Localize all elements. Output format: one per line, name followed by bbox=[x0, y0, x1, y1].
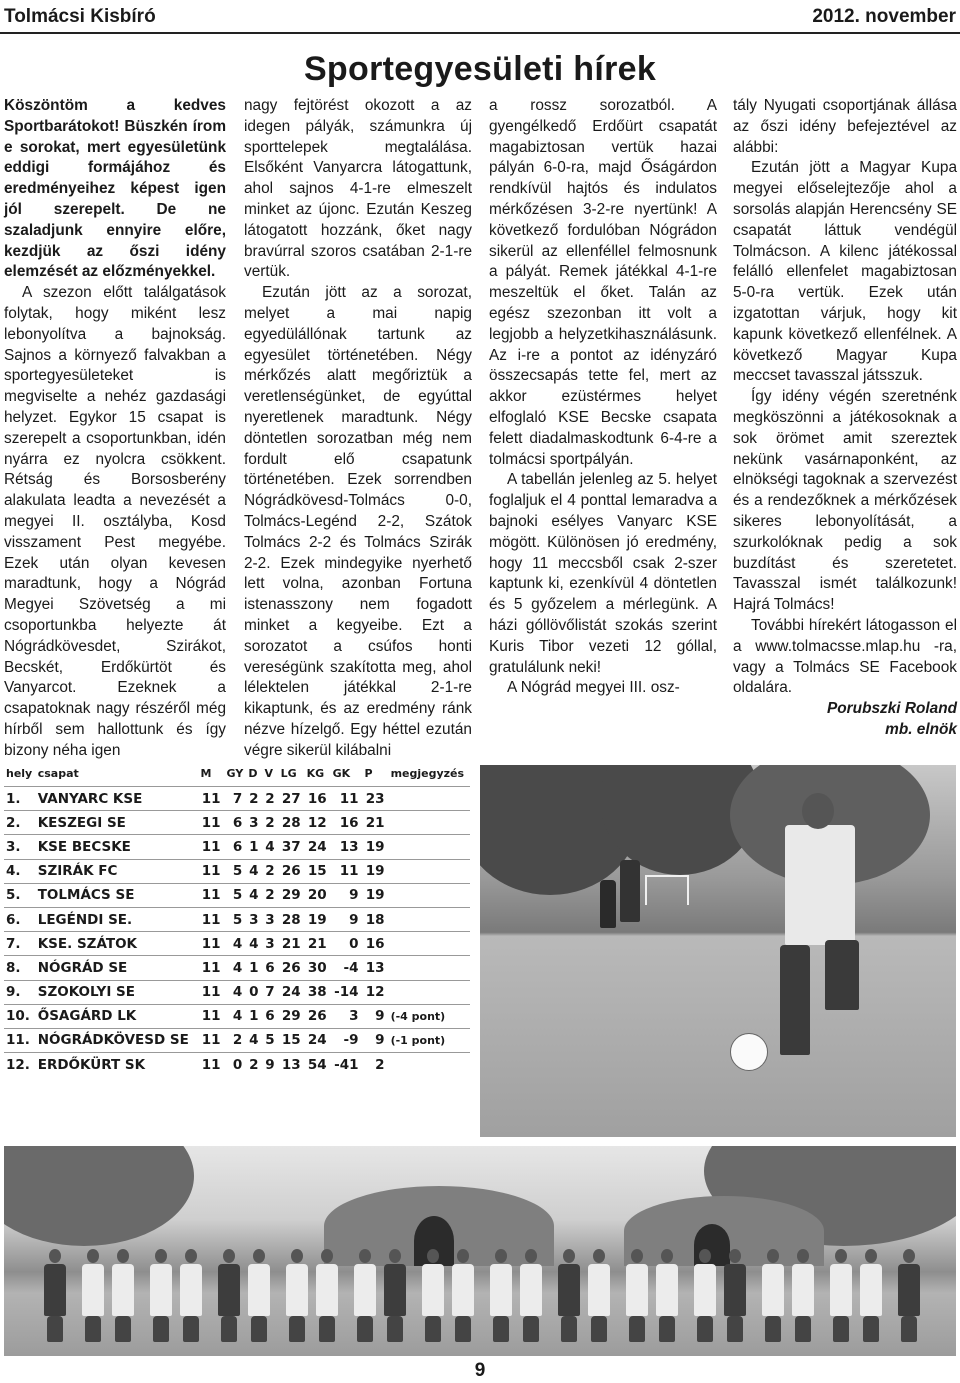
player-figure bbox=[452, 1264, 474, 1316]
table-cell: 54 bbox=[305, 1053, 331, 1077]
table-cell: 6 bbox=[262, 956, 278, 980]
player-leg bbox=[523, 1316, 539, 1342]
player-leg bbox=[183, 1316, 199, 1342]
table-cell: 0 bbox=[331, 932, 363, 956]
table-cell: 11 bbox=[199, 907, 225, 931]
table-cell: 9 bbox=[331, 883, 363, 907]
table-cell: 11 bbox=[199, 1053, 225, 1077]
player-figure bbox=[830, 1264, 852, 1316]
article-column-3 bbox=[489, 96, 717, 699]
player-head bbox=[767, 1249, 779, 1263]
table-cell: 9 bbox=[363, 1004, 389, 1028]
table-cell: 6 bbox=[262, 1004, 278, 1028]
table-cell: 11 bbox=[199, 956, 225, 980]
table-cell: 28 bbox=[279, 811, 305, 835]
table-cell: 11 bbox=[331, 859, 363, 883]
player-figure bbox=[694, 1264, 716, 1316]
player-leg bbox=[659, 1316, 675, 1342]
player-head bbox=[185, 1249, 197, 1263]
player-leg bbox=[221, 1316, 237, 1342]
table-cell: 24 bbox=[305, 1028, 331, 1052]
table-row bbox=[4, 787, 470, 811]
player-figure bbox=[180, 1264, 202, 1316]
table-cell: 21 bbox=[363, 811, 389, 835]
table-cell: 1 bbox=[246, 1004, 262, 1028]
table-row bbox=[4, 811, 470, 835]
table-cell: 13 bbox=[279, 1053, 305, 1077]
table-cell: 4 bbox=[225, 1004, 247, 1028]
table-row bbox=[4, 1028, 470, 1052]
player-figure bbox=[316, 1264, 338, 1316]
player-figure bbox=[626, 1264, 648, 1316]
article-paragraph: Ezután jött az a sorozat, melyet a mai napig egyedülállónak tartunk az egyesület történetében. Négy mérkőzés alatt megőriztük a veretlenségünket, de egyúttal nyeretlenek maradtunk. Négy döntetlen sorozatban még nem fordult elő csapatunk történetében. Ezek sorrendben Nógrádkövesd-Tolmács 0-0, Tolmács-Legénd 2-2, Szátok Tolmács 2-2 és Tolmács Szirák 2-2. Ezek mindegyike nyerhető lett volna, azonban Fortuna istenasszony nem fogadott minket a kegyeibe. Ezt a sorozatot a csúfos honti vereségünk szakította meg, ahol lélektelen játékkal 2-1-re kikaptunk, és az eredmény ránk nézve hízelgő. Egy héttel ezután végre sikerül kilábalni bbox=[244, 284, 472, 759]
note-cell bbox=[389, 787, 470, 811]
player-leg bbox=[629, 1316, 645, 1342]
table-cell: 9. bbox=[4, 980, 36, 1004]
table-cell: 11 bbox=[199, 932, 225, 956]
player-leg bbox=[780, 945, 810, 1055]
table-cell: 3 bbox=[262, 907, 278, 931]
column-header: M bbox=[200, 767, 212, 780]
table-cell: 9 bbox=[363, 1028, 389, 1052]
table-cell: 4 bbox=[246, 1028, 262, 1052]
player-leg bbox=[319, 1316, 335, 1342]
table-body bbox=[4, 787, 470, 1077]
table-cell: 2 bbox=[246, 1053, 262, 1077]
player-figure bbox=[112, 1264, 134, 1316]
table-cell: 5 bbox=[262, 1028, 278, 1052]
player-leg bbox=[863, 1316, 879, 1342]
table-cell: 16 bbox=[363, 932, 389, 956]
column-header: megjegyzés bbox=[390, 767, 465, 780]
table-cell: 11 bbox=[199, 1028, 225, 1052]
table-cell: 26 bbox=[305, 1004, 331, 1028]
page-header bbox=[0, 0, 960, 34]
player-head bbox=[835, 1249, 847, 1263]
table-cell: 3 bbox=[262, 932, 278, 956]
player-leg bbox=[833, 1316, 849, 1342]
table-cell: 4. bbox=[4, 859, 36, 883]
table-cell: 2. bbox=[4, 811, 36, 835]
goal-post bbox=[645, 875, 689, 905]
article-paragraph: További hírekért látogasson el a www.tolmacsse.mlap.hu -ra, vagy a Tolmács SE Facebook oldalára. bbox=[733, 616, 957, 697]
table-cell: 26 bbox=[279, 956, 305, 980]
table-cell: 4 bbox=[225, 956, 247, 980]
player-figure bbox=[898, 1264, 920, 1316]
table-cell: 11 bbox=[199, 859, 225, 883]
table-cell: 19 bbox=[363, 835, 389, 859]
player-head bbox=[802, 793, 834, 829]
table-cell: 21 bbox=[279, 932, 305, 956]
note-cell: (-4 pont) bbox=[389, 1004, 470, 1028]
team-name-cell: KESZEGI SE bbox=[36, 811, 199, 835]
table-cell: 6 bbox=[225, 835, 247, 859]
table-cell: 2 bbox=[363, 1053, 389, 1077]
article-paragraph: a rossz sorozatból. A gyengélkedő Erdőürt csapatát magabiztosan vertük hazai pályán 6-0-ra, majd Őságárdon rendkívül hajtós és indulatos mérkőzésen 3-2-re nyertünk! A következő fordulóban Nógrádon sikerül az ellenféllel felmosnunk a pályát. Remek játékkal 4-1-re meszeltük el őket. Talán az egész szezonban itt volt a legjobb a helyzetkihasználásunk. Az i-re a pontot az idényzáró összecsapás tette fel, mert az akkor ezüstérmes helyet elfoglaló KSE Becske csapata felett diadalmaskodtunk 6-4-re a tolmácsi sportpályán. bbox=[489, 97, 717, 468]
table-cell: 0 bbox=[225, 1053, 247, 1077]
signature-name: Porubszki Roland bbox=[827, 700, 957, 718]
column-header: KG bbox=[306, 767, 325, 780]
table-cell: 26 bbox=[279, 859, 305, 883]
note-cell bbox=[389, 907, 470, 931]
table-cell: 11 bbox=[199, 787, 225, 811]
table-cell: 16 bbox=[305, 787, 331, 811]
referee-figure bbox=[600, 880, 616, 928]
player-head bbox=[223, 1249, 235, 1263]
table-cell: 8. bbox=[4, 956, 36, 980]
player-head bbox=[729, 1249, 741, 1263]
player-figure bbox=[354, 1264, 376, 1316]
table-cell: 2 bbox=[246, 787, 262, 811]
note-cell bbox=[389, 980, 470, 1004]
table-row bbox=[4, 859, 470, 883]
player-figure bbox=[384, 1264, 406, 1316]
table-cell: 29 bbox=[279, 1004, 305, 1028]
player-figure bbox=[620, 860, 640, 922]
article-column-2 bbox=[244, 96, 472, 762]
player-head bbox=[87, 1249, 99, 1263]
table-cell: 7 bbox=[225, 787, 247, 811]
player-leg bbox=[825, 940, 859, 1010]
player-head bbox=[49, 1249, 61, 1263]
article-column-4 bbox=[733, 96, 957, 741]
player-figure bbox=[286, 1264, 308, 1316]
match-action-photo bbox=[480, 765, 956, 1137]
player-leg bbox=[765, 1316, 781, 1342]
team-name-cell: KSE BECSKE bbox=[36, 835, 199, 859]
table-cell: 11 bbox=[199, 1004, 225, 1028]
player-head bbox=[155, 1249, 167, 1263]
player-head bbox=[797, 1249, 809, 1263]
player-figure bbox=[860, 1264, 882, 1316]
table-cell: 2 bbox=[225, 1028, 247, 1052]
player-figure bbox=[44, 1264, 66, 1316]
column-header: csapat bbox=[37, 767, 79, 780]
league-standings-table bbox=[4, 765, 470, 1137]
player-leg bbox=[85, 1316, 101, 1342]
table-cell: 30 bbox=[305, 956, 331, 980]
player-leg bbox=[697, 1316, 713, 1342]
table-row bbox=[4, 980, 470, 1004]
player-head bbox=[593, 1249, 605, 1263]
table-cell: 4 bbox=[246, 883, 262, 907]
table-cell: 11 bbox=[199, 811, 225, 835]
article-paragraph: A Nógrád megyei III. osz- bbox=[507, 679, 680, 697]
player-figure bbox=[588, 1264, 610, 1316]
table-cell: 28 bbox=[279, 907, 305, 931]
table-cell: 12 bbox=[363, 980, 389, 1004]
note-cell bbox=[389, 835, 470, 859]
team-photo bbox=[4, 1146, 956, 1356]
table-cell: 1. bbox=[4, 787, 36, 811]
column-header: D bbox=[248, 767, 258, 780]
player-head bbox=[661, 1249, 673, 1263]
table-row bbox=[4, 883, 470, 907]
team-name-cell: SZOKOLYI SE bbox=[36, 980, 199, 1004]
tree-shape bbox=[4, 1146, 194, 1246]
player-head bbox=[903, 1249, 915, 1263]
player-figure bbox=[248, 1264, 270, 1316]
page-number: 9 bbox=[474, 1360, 486, 1381]
note-cell bbox=[389, 1053, 470, 1077]
article-column-1 bbox=[4, 96, 226, 762]
player-leg bbox=[591, 1316, 607, 1342]
table-cell: 5. bbox=[4, 883, 36, 907]
football bbox=[730, 1033, 768, 1071]
signature-title: mb. elnök bbox=[885, 720, 957, 738]
table-cell: 10. bbox=[4, 1004, 36, 1028]
table-cell: 3. bbox=[4, 835, 36, 859]
player-leg bbox=[357, 1316, 373, 1342]
table-cell: 24 bbox=[305, 835, 331, 859]
column-header: GK bbox=[332, 767, 351, 780]
player-head bbox=[117, 1249, 129, 1263]
table-cell: 12 bbox=[305, 811, 331, 835]
table-cell: 16 bbox=[331, 811, 363, 835]
table-header-row bbox=[4, 765, 470, 787]
table-cell: -4 bbox=[331, 956, 363, 980]
article-paragraph: A szezon előtt találgatások folytak, hogy miként lesz lebonyolítva a bajnokság. Sajnos a környező falvakban a sportegyesületeket is megviselte a nehéz gazdasági helyzet. Egykor 15 csapat is szerepelt a csoportunkban, idén nyárra ez nyolcra csökkent. Rétság és Borsosberény alakulata leadta a nevezését a megyei II. osztályba, Kosd visszament Pest megyébe. Ezek után olyan kevesen maradtunk, hogy a Nógrád Megyei Szövetség a mi csoportunkba helyezte át Nógrádkövesdet, Szirákot, Becskét, Erdőkürtöt és Vanyarcot. Ezeknek a csapatoknak nagy részéről még hírből sem hallottunk és így bizony néha igen bbox=[4, 284, 226, 759]
table-cell: 7 bbox=[262, 980, 278, 1004]
table-cell: 11 bbox=[199, 883, 225, 907]
player-head bbox=[563, 1249, 575, 1263]
team-name-cell: SZIRÁK FC bbox=[36, 859, 199, 883]
note-cell bbox=[389, 883, 470, 907]
table-cell: 6. bbox=[4, 907, 36, 931]
player-figure bbox=[422, 1264, 444, 1316]
table-cell: 24 bbox=[279, 980, 305, 1004]
player-figure bbox=[218, 1264, 240, 1316]
column-header: V bbox=[264, 767, 273, 780]
issue-date: 2012. november bbox=[812, 6, 956, 27]
player-head bbox=[359, 1249, 371, 1263]
table-row bbox=[4, 956, 470, 980]
table-cell: -14 bbox=[331, 980, 363, 1004]
table-cell: 4 bbox=[246, 859, 262, 883]
player-head bbox=[457, 1249, 469, 1263]
table-cell: 2 bbox=[262, 883, 278, 907]
table-cell: 15 bbox=[279, 1028, 305, 1052]
table-cell: 6 bbox=[225, 811, 247, 835]
column-header: P bbox=[364, 767, 373, 780]
player-leg bbox=[795, 1316, 811, 1342]
player-figure bbox=[82, 1264, 104, 1316]
table-cell: 3 bbox=[331, 1004, 363, 1028]
player-figure bbox=[490, 1264, 512, 1316]
section-title: Sportegyesületi hírek bbox=[303, 50, 657, 88]
table-row bbox=[4, 907, 470, 931]
player-head bbox=[631, 1249, 643, 1263]
table-cell: 5 bbox=[225, 907, 247, 931]
article-paragraph: Így idény végén szeretnénk megköszönni a játékosoknak a sok örömet amit szereztek nekünk vasárnaponként, az elnökségi tagoknak a szervezést és a rendezőknek a mérkőzések sikeres lebonyolítását, a szurkolóknak pedig a sok buzdítást és szeretetet. Tavasszal ismét találkozunk! Hajrá Tolmács! bbox=[733, 388, 957, 614]
team-name-cell: KSE. SZÁTOK bbox=[36, 932, 199, 956]
player-head bbox=[321, 1249, 333, 1263]
table-cell: 7. bbox=[4, 932, 36, 956]
table-cell: 12. bbox=[4, 1053, 36, 1077]
table-cell: 29 bbox=[279, 883, 305, 907]
player-figure bbox=[520, 1264, 542, 1316]
player-head bbox=[291, 1249, 303, 1263]
article-paragraph: Ezután jött a Magyar Kupa megyei előselejtezője ahol a sorsolás alapján Herencsény SE csapatát láttuk vendégül Tolmácson. A kilenc játékossal felálló ellenfelet magabiztosan 5-0-ra vertük. Ezek után izgatottan várjuk, hogy kit kapunk következő ellenfélnek. A következő Magyar Kupa meccset tavasszal játsszuk. bbox=[733, 159, 957, 385]
table-cell: 4 bbox=[225, 932, 247, 956]
table-cell: 15 bbox=[305, 859, 331, 883]
note-cell bbox=[389, 859, 470, 883]
player-leg bbox=[455, 1316, 471, 1342]
table-cell: 2 bbox=[262, 859, 278, 883]
table-cell: 1 bbox=[246, 835, 262, 859]
table-cell: 2 bbox=[262, 811, 278, 835]
player-head bbox=[253, 1249, 265, 1263]
table-cell: 0 bbox=[246, 980, 262, 1004]
table-cell: 3 bbox=[246, 811, 262, 835]
player-head bbox=[865, 1249, 877, 1263]
team-name-cell: NÓGRÁD SE bbox=[36, 956, 199, 980]
table-cell: 2 bbox=[262, 787, 278, 811]
table-cell: 4 bbox=[246, 932, 262, 956]
table-cell: 5 bbox=[225, 883, 247, 907]
table-cell: 20 bbox=[305, 883, 331, 907]
player-head bbox=[699, 1249, 711, 1263]
table-row bbox=[4, 1004, 470, 1028]
column-header: LG bbox=[280, 767, 297, 780]
note-cell bbox=[389, 932, 470, 956]
note-cell: (-1 pont) bbox=[389, 1028, 470, 1052]
table-cell: 9 bbox=[331, 907, 363, 931]
table-cell: 13 bbox=[331, 835, 363, 859]
player-leg bbox=[289, 1316, 305, 1342]
player-leg bbox=[115, 1316, 131, 1342]
team-name-cell: NÓGRÁDKÖVESD SE bbox=[36, 1028, 199, 1052]
player-figure bbox=[724, 1264, 746, 1316]
table-cell: 13 bbox=[363, 956, 389, 980]
player-figure bbox=[656, 1264, 678, 1316]
table-cell: 37 bbox=[279, 835, 305, 859]
player-leg bbox=[901, 1316, 917, 1342]
table-cell: 19 bbox=[305, 907, 331, 931]
player-head bbox=[427, 1249, 439, 1263]
player-leg bbox=[561, 1316, 577, 1342]
team-name-cell: LEGÉNDI SE. bbox=[36, 907, 199, 931]
publication-name: Tolmácsi Kisbíró bbox=[4, 6, 156, 27]
table-cell: 4 bbox=[262, 835, 278, 859]
table-cell: 1 bbox=[246, 956, 262, 980]
player-head bbox=[389, 1249, 401, 1263]
table-cell: 11. bbox=[4, 1028, 36, 1052]
table-cell: 19 bbox=[363, 883, 389, 907]
player-leg bbox=[387, 1316, 403, 1342]
table-cell: 38 bbox=[305, 980, 331, 1004]
table-cell: 19 bbox=[363, 859, 389, 883]
note-cell bbox=[389, 811, 470, 835]
player-leg bbox=[727, 1316, 743, 1342]
table-cell: 11 bbox=[199, 835, 225, 859]
note-cell bbox=[389, 956, 470, 980]
article-paragraph: A tabellán jelenleg az 5. helyet foglaljuk el 4 ponttal lemaradva a bajnoki esélyes Vanyarc KSE mögött. Különösen jó eredmény, hogy 11 meccsből csak 2-szer kaptunk ki, ezenkívül 4 döntetlen és 5 győzelem a mérlegünk. A házi góllövőlistát szokás szerint Kuris Tibor vezeti 12 góllal, gratulálunk neki! bbox=[489, 471, 717, 676]
player-leg bbox=[153, 1316, 169, 1342]
table-cell: 11 bbox=[199, 980, 225, 1004]
article-paragraph: tály Nyugati csoportjának állása az őszi idény befejeztével az alábbi: bbox=[733, 97, 957, 156]
player-leg bbox=[493, 1316, 509, 1342]
article-intro: Köszöntöm a kedves Sportbarátokot! Büszkén írom e sorokat, mert egyesületünk eddigi formájához és eredményeihez képest igen jól szerepelt. De ne szaladjunk ennyire előre, kezdjük az őszi idény elemzését az előzményekkel. bbox=[4, 97, 226, 281]
column-header: hely bbox=[6, 767, 33, 780]
table-cell: 11 bbox=[331, 787, 363, 811]
table-cell: 27 bbox=[279, 787, 305, 811]
table-cell: 18 bbox=[363, 907, 389, 931]
player-head bbox=[495, 1249, 507, 1263]
player-figure bbox=[762, 1264, 784, 1316]
player-figure bbox=[558, 1264, 580, 1316]
column-header: GY bbox=[226, 767, 244, 780]
table-cell: 3 bbox=[246, 907, 262, 931]
table-cell: 4 bbox=[225, 980, 247, 1004]
team-name-cell: ERDŐKÜRT SK bbox=[36, 1053, 199, 1077]
team-name-cell: TOLMÁCS SE bbox=[36, 883, 199, 907]
table-cell: 9 bbox=[262, 1053, 278, 1077]
player-leg bbox=[251, 1316, 267, 1342]
player-leg bbox=[425, 1316, 441, 1342]
player-leg bbox=[47, 1316, 63, 1342]
striker-figure bbox=[785, 825, 855, 945]
table-row bbox=[4, 835, 470, 859]
team-name-cell: ŐSAGÁRD LK bbox=[36, 1004, 199, 1028]
player-head bbox=[525, 1249, 537, 1263]
table-row bbox=[4, 1053, 470, 1077]
table-cell: -41 bbox=[331, 1053, 363, 1077]
team-name-cell: VANYARC KSE bbox=[36, 787, 199, 811]
article-paragraph: nagy fejtörést okozott a az idegen pályák, számunkra új sporttelepek megtalálása. Elsőként Vanyarcra látogattunk, ahol sajnos 4-1-re elmeszelt minket az újonc. Ezután Keszeg látogatott hozzánk, őket nagy bravúrral szoros csatában 2-1-re vertük. bbox=[244, 97, 472, 281]
table-row bbox=[4, 932, 470, 956]
table-cell: -9 bbox=[331, 1028, 363, 1052]
table-cell: 23 bbox=[363, 787, 389, 811]
table-cell: 21 bbox=[305, 932, 331, 956]
table-cell: 5 bbox=[225, 859, 247, 883]
player-figure bbox=[792, 1264, 814, 1316]
player-figure bbox=[150, 1264, 172, 1316]
